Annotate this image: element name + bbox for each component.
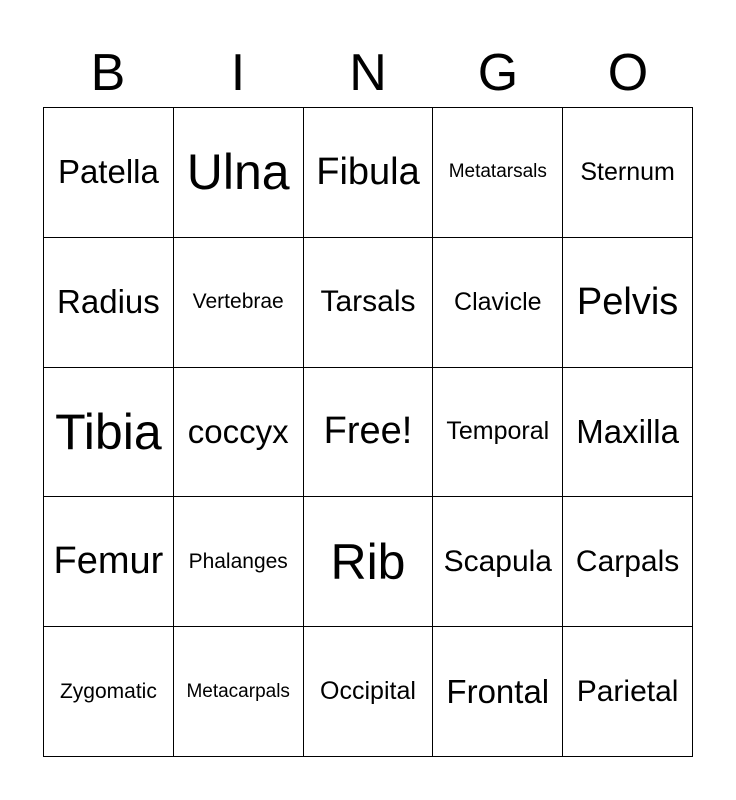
- header-letter-b: B: [90, 44, 126, 102]
- bingo-header: [43, 40, 693, 106]
- bingo-board: [43, 107, 693, 757]
- bingo-cell[interactable]: Femur: [44, 497, 174, 627]
- bingo-cell[interactable]: Pelvis: [563, 238, 693, 368]
- bingo-cell[interactable]: Clavicle: [433, 238, 563, 368]
- bingo-cell[interactable]: Rib: [304, 497, 434, 627]
- bingo-cell[interactable]: Patella: [44, 108, 174, 238]
- bingo-cell[interactable]: Occipital: [304, 627, 434, 757]
- bingo-cell[interactable]: Parietal: [563, 627, 693, 757]
- header-letter-i: I: [230, 44, 246, 102]
- bingo-cell[interactable]: Metacarpals: [174, 627, 304, 757]
- bingo-cell[interactable]: Tibia: [44, 368, 174, 498]
- bingo-cell[interactable]: Fibula: [304, 108, 434, 238]
- bingo-cell[interactable]: Vertebrae: [174, 238, 304, 368]
- bingo-cell[interactable]: Tarsals: [304, 238, 434, 368]
- header-letter-n: N: [349, 44, 387, 102]
- bingo-cell[interactable]: Phalanges: [174, 497, 304, 627]
- bingo-cell[interactable]: Temporal: [433, 368, 563, 498]
- bingo-cell[interactable]: Carpals: [563, 497, 693, 627]
- header-letter-g: G: [477, 44, 519, 102]
- free-space-cell[interactable]: Free!: [304, 368, 434, 498]
- bingo-cell[interactable]: Frontal: [433, 627, 563, 757]
- header-letter-o: O: [607, 44, 649, 102]
- bingo-cell[interactable]: Zygomatic: [44, 627, 174, 757]
- bingo-cell[interactable]: Radius: [44, 238, 174, 368]
- bingo-cell[interactable]: coccyx: [174, 368, 304, 498]
- bingo-cell[interactable]: Sternum: [563, 108, 693, 238]
- bingo-cell[interactable]: Metatarsals: [433, 108, 563, 238]
- bingo-cell[interactable]: Ulna: [174, 108, 304, 238]
- bingo-cell[interactable]: Scapula: [433, 497, 563, 627]
- bingo-cell[interactable]: Maxilla: [563, 368, 693, 498]
